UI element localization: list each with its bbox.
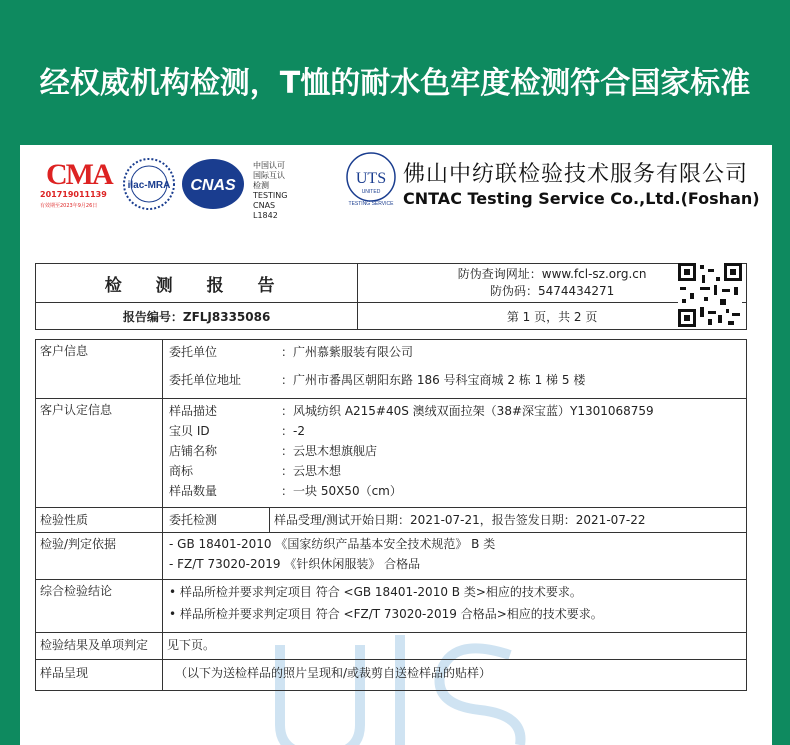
report-title: 检 测 报 告 <box>36 264 358 303</box>
report-document <box>20 145 772 745</box>
uts-letters: UTS <box>355 170 387 187</box>
sample-value: 云思木想 <box>293 464 342 478</box>
client-value: 广州慕紫服装有限公司 <box>293 345 414 359</box>
conclusion-row <box>36 580 747 633</box>
sample-key: 样品描述 <box>169 404 218 418</box>
basis-item: - FZ/T 73020-2019 《针织休闲服装》 合格品 <box>169 557 421 571</box>
conclusion-item: • 样品所检并要求判定项目 符合 <FZ/T 73020-2019 合格品>相应的技术要求。 <box>169 607 603 621</box>
cma-number: 201719011139 <box>40 190 107 199</box>
verify-url: 防伪查询网址：www.fcl-sz.org.cn <box>457 267 647 281</box>
sample-value: 云思木想旗舰店 <box>293 444 378 458</box>
cnas-caption-line: CNAS L1842 <box>253 201 278 220</box>
report-table <box>35 263 747 330</box>
basis-items <box>163 533 747 580</box>
sample-key: 样品数量 <box>169 484 218 498</box>
sample-field: 商标 ： 云思木想 <box>169 461 746 481</box>
conclusion-label: 综合检验结论 <box>36 580 163 633</box>
client-key: 委托单位地址 <box>169 373 242 387</box>
result-label: 检验结果及单项判定 <box>36 633 163 660</box>
cnas-caption-line: 检测 <box>253 181 269 190</box>
qr-code <box>678 263 742 327</box>
sample-field: 样品描述 ： 风城纺织 A215#40S 澳绒双面拉架（38#深宝蓝）Y1301068759 <box>169 401 746 421</box>
present-value: （以下为送检样品的照片呈现和/或裁剪自送检样品的贴样） <box>163 660 747 691</box>
client-value: 广州市番禺区朝阳东路 186 号科宝商城 2 栋 1 梯 5 楼 <box>293 373 586 387</box>
cnas-caption-line: 中国认可 <box>253 161 285 170</box>
sample-value: 风城纺织 A215#40S 澳绒双面拉架（38#深宝蓝）Y1301068759 <box>293 404 654 418</box>
nature-type: 委托检测 <box>163 508 270 533</box>
report-page: 第 1 页，共 2 页 <box>358 303 747 330</box>
nature-row <box>36 508 747 533</box>
present-label: 样品呈现 <box>36 660 163 691</box>
sample-key: 商标 <box>169 464 194 478</box>
result-value: 见下页。 <box>163 633 747 660</box>
sample-key: 店铺名称 <box>169 444 218 458</box>
basis-label: 检验/判定依据 <box>36 533 163 580</box>
uts-united: UNITED <box>361 189 381 195</box>
client-section-label: 客户信息 <box>36 340 163 399</box>
conclusion-item: • 样品所检并要求判定项目 符合 <GB 18401-2010 B 类>相应的技术要求。 <box>169 585 582 599</box>
banner <box>0 0 790 125</box>
cma-logo <box>40 158 112 213</box>
cnas-caption-line: 国际互认 <box>253 171 285 180</box>
sample-value: -2 <box>293 424 305 438</box>
present-row <box>36 660 747 691</box>
client-details <box>163 340 747 399</box>
cnas-caption <box>253 161 287 221</box>
sample-section-label: 客户认定信息 <box>36 399 163 508</box>
nature-dates: 样品受理/测试开始日期：2021-07-21，报告签发日期：2021-07-22 <box>270 508 747 533</box>
client-key: 委托单位 <box>169 345 218 359</box>
sample-field: 店铺名称 ： 云思木想旗舰店 <box>169 441 746 461</box>
report-header-row <box>36 264 747 303</box>
report-number-row <box>36 303 747 330</box>
client-address-row: 委托单位地址 ： 广州市番禺区朝阳东路 186 号科宝商城 2 栋 1 梯 5 楼 <box>163 362 746 398</box>
verify-code: 防伪码：5474434271 <box>489 284 615 298</box>
cma-mark: CMA <box>46 158 112 191</box>
banner-title: 经权威机构检测，T恤的耐水色牢度检测符合国家标准 <box>39 66 751 101</box>
ilac-mra-logo <box>122 157 176 211</box>
basis-row <box>36 533 747 580</box>
client-name-row: 委托单位 ： 广州慕紫服装有限公司 <box>163 340 746 362</box>
conclusion-items <box>163 580 747 633</box>
detail-table <box>35 339 747 691</box>
client-row <box>36 340 747 399</box>
nature-label: 检验性质 <box>36 508 163 533</box>
cnas-caption-line: TESTING <box>253 191 288 200</box>
sample-field: 宝贝 ID ： -2 <box>169 421 746 441</box>
cnas-logo <box>180 157 246 211</box>
sample-row <box>36 399 747 508</box>
result-row <box>36 633 747 660</box>
sample-value: 一块 50X50（cm） <box>293 484 402 498</box>
cma-sub: 有效期至2023年9月26日 <box>40 203 98 209</box>
sample-key: 宝贝 ID <box>169 424 210 438</box>
cnas-text: CNAS <box>190 177 236 194</box>
sample-field: 样品数量 ： 一块 50X50（cm） <box>169 481 746 501</box>
uts-logo <box>345 151 397 207</box>
company-name-en: CNTAC Testing Service Co.,Ltd.(Foshan) <box>403 189 760 208</box>
ilac-text: ilac-MRA <box>127 180 171 191</box>
company-name-cn: 佛山中纺联检验技术服务有限公司 <box>403 162 749 187</box>
report-number: 报告编号：ZFLJ8335086 <box>36 303 358 330</box>
sample-details <box>163 399 747 508</box>
uts-caption: TESTING SERVICE <box>348 201 394 207</box>
basis-item: - GB 18401-2010 《国家纺织产品基本安全技术规范》 B 类 <box>169 537 496 551</box>
